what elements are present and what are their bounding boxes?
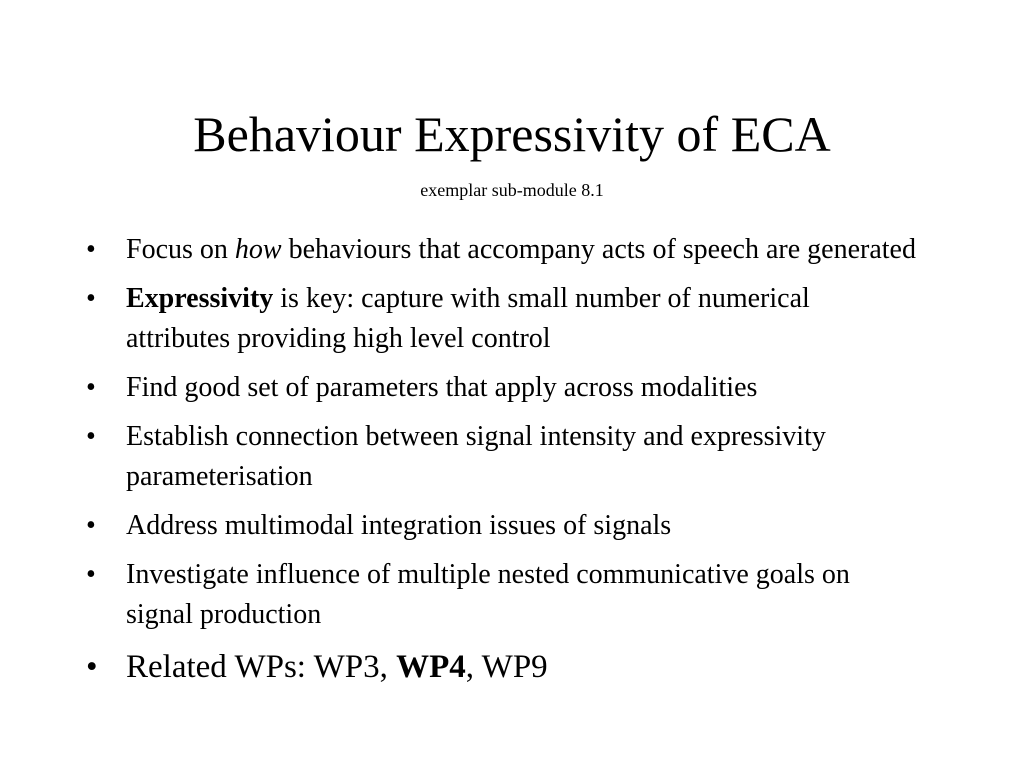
bullet-text-part: behaviours that accompany acts of speech are generated [281, 234, 916, 265]
bullet-icon: • [86, 283, 96, 314]
bullet-text: Address multimodal integration issues of signals [126, 510, 672, 541]
bullet-item-parameters [86, 368, 916, 408]
bullet-item-nested-goals [86, 555, 916, 635]
bullet-strong: WP4 [396, 649, 466, 685]
bullet-icon: • [86, 234, 96, 265]
bullet-list [86, 230, 916, 698]
bullet-icon: • [86, 510, 96, 541]
bullet-icon: • [86, 372, 96, 403]
bullet-item-related-wps [86, 645, 916, 689]
bullet-strong: Expressivity [126, 283, 274, 314]
bullet-emphasis: how [234, 234, 282, 265]
bullet-item-multimodal [86, 506, 916, 546]
slide-subtitle: exemplar sub-module 8.1 [420, 180, 604, 200]
bullet-text-part: Focus on [126, 234, 235, 265]
bullet-text-part: Related WPs: WP3, [126, 649, 397, 685]
bullet-item-connection [86, 417, 916, 497]
bullet-item-expressivity [86, 279, 916, 359]
bullet-text: Investigate influence of multiple nested communicative goals on signal production [126, 559, 850, 630]
slide-title: Behaviour Expressivity of ECA [193, 106, 831, 162]
bullet-icon: • [86, 559, 96, 590]
bullet-text: Find good set of parameters that apply across modalities [126, 372, 758, 403]
bullet-item-focus [86, 230, 916, 270]
bullet-text: Establish connection between signal intensity and expressivity parameterisation [126, 421, 826, 492]
bullet-icon: • [86, 649, 98, 685]
bullet-icon: • [86, 421, 96, 452]
bullet-text-part: , WP9 [465, 649, 548, 685]
bullet-text-part: is key: capture with small number of numerical attributes providing high level control [126, 283, 810, 354]
